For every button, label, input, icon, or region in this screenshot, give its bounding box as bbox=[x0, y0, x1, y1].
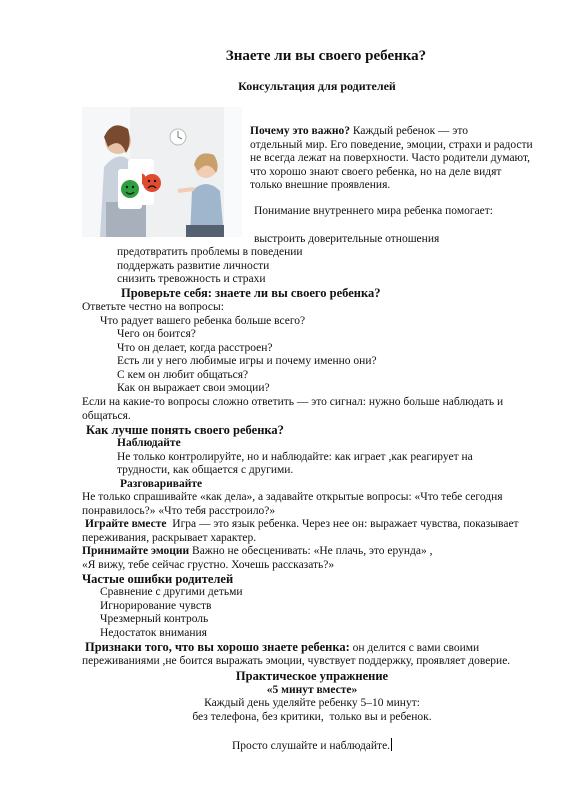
photo-illustration bbox=[82, 107, 242, 237]
accept-line-2: «Я вижу, тебе сейчас грустно. Хочешь рассказать?» bbox=[82, 558, 335, 571]
accept-text: Важно не обесценивать: «Не плачь, это ерунда» , bbox=[189, 545, 433, 557]
talk-line-2: понравилось?» «Что тебя расстроило?» bbox=[82, 504, 276, 517]
exercise-closing: Просто слушайте и наблюдайте. bbox=[231, 740, 391, 752]
benefit-item: предотвратить проблемы в поведении bbox=[117, 246, 303, 258]
mistake-item: Чрезмерный контроль bbox=[100, 613, 209, 625]
mistake-item: Игнорирование чувств bbox=[100, 599, 212, 612]
question-item: С кем он любит общаться? bbox=[117, 368, 249, 381]
accept-heading: Принимайте эмоции bbox=[82, 545, 190, 557]
intro-heading: Почему это важно? bbox=[250, 125, 350, 137]
question-item: Есть ли у него любимые игры и почему именно они? bbox=[117, 355, 377, 367]
mistake-item: Сравнение с другими детьми bbox=[100, 586, 243, 598]
exercise-line-1: Каждый день уделяйте ребенку 5–10 минут: bbox=[204, 697, 420, 709]
intro-line-1 bbox=[250, 125, 468, 138]
benefit-item: снизить тревожность и страхи bbox=[117, 273, 266, 285]
mother-child-photo bbox=[82, 107, 242, 237]
benefit-item: поддержать развитие личности bbox=[117, 259, 270, 272]
intro-line-4: что хорошо знают своего ребенка, но на деле видят bbox=[250, 165, 502, 178]
text-cursor[interactable] bbox=[391, 738, 392, 751]
mistakes-heading: Частые ошибки родителей bbox=[82, 572, 234, 586]
question-item: Что радует вашего ребенка больше всего? bbox=[100, 314, 306, 327]
play-line-2: переживания, раскрывает характер. bbox=[82, 531, 257, 544]
signs-line-1 bbox=[85, 641, 479, 655]
signs-text: он делится с вами своими bbox=[349, 642, 480, 654]
accept-line-1 bbox=[82, 545, 432, 558]
question-item: Как он выражает свои эмоции? bbox=[117, 382, 270, 394]
observe-line-1: Не только контролируйте, но и наблюдайте: как играет ,как реагирует на bbox=[117, 450, 473, 463]
talk-heading: Разговаривайте bbox=[120, 477, 203, 490]
check-conclusion-1: Если на какие-то вопросы сложно ответить — это сигнал: нужно больше наблюдать и bbox=[82, 396, 504, 408]
signs-heading: Признаки того, что вы хорошо знаете ребенка: bbox=[85, 640, 350, 654]
intro-line-5: только внешние проявления. bbox=[250, 179, 391, 191]
understand-heading: Как лучше понять своего ребенка? bbox=[86, 423, 284, 437]
check-heading: Проверьте себя: знаете ли вы своего ребенка? bbox=[121, 286, 381, 300]
check-conclusion-2: общаться. bbox=[82, 409, 131, 422]
intro-text: Каждый ребенок — это bbox=[349, 125, 468, 137]
exercise-closing-line bbox=[0, 738, 574, 753]
play-text: Игра — это язык ребенка. Через нее он: выражает чувства, показывает bbox=[166, 518, 519, 530]
benefit-item: выстроить доверительные отношения bbox=[254, 233, 440, 245]
question-item: Что он делает, когда расстроен? bbox=[117, 341, 273, 354]
question-item: Чего он боится? bbox=[117, 328, 196, 340]
signs-line-2: переживаниями ,не боится выражать эмоции, чувствует поддержку, проявляет доверие. bbox=[82, 655, 511, 667]
observe-heading: Наблюдайте bbox=[117, 437, 181, 449]
observe-line-2: трудности, как общается с другими. bbox=[117, 464, 294, 476]
mistake-item: Недостаток внимания bbox=[100, 626, 207, 639]
check-lead: Ответьте честно на вопросы: bbox=[82, 301, 224, 313]
intro-line-2: отдельный мир. Его поведение, эмоции, страхи и радости bbox=[250, 138, 533, 151]
page-subtitle: Консультация для родителей bbox=[238, 79, 396, 93]
exercise-name: «5 минут вместе» bbox=[266, 683, 358, 696]
play-heading: Играйте вместе bbox=[85, 518, 167, 530]
exercise-heading: Практическое упражнение bbox=[235, 669, 389, 683]
play-line-1 bbox=[85, 518, 519, 531]
exercise-line-2: без телефона, без критики, только вы и ребенок. bbox=[192, 710, 432, 723]
benefit-lead: Понимание внутреннего мира ребенка помогает: bbox=[254, 205, 494, 217]
intro-line-3: не всегда лежат на поверхности. Часто родители думают, bbox=[250, 152, 531, 164]
page-title: Знаете ли вы своего ребенка? bbox=[225, 48, 427, 64]
talk-line-1: Не только спрашивайте «как дела», а задавайте открытые вопросы: «Что тебе сегодня bbox=[82, 491, 503, 503]
